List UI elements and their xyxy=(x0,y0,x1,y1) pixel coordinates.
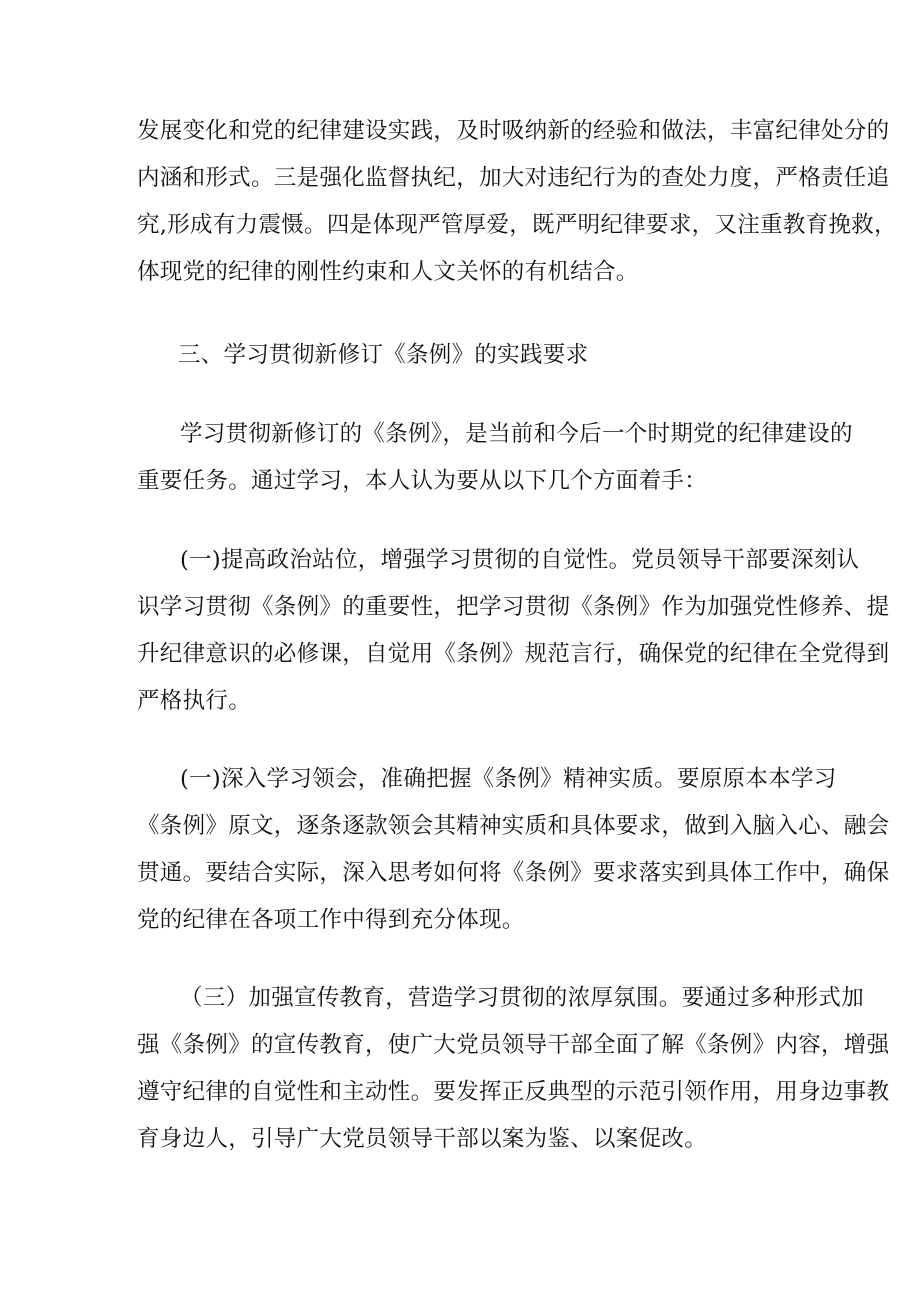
intro-paragraph-line: 内涵和形式。三是强化监督执纪，加大对违纪行为的查处力度，严格责任追 xyxy=(137,165,890,191)
item-1-line: 严格执行。 xyxy=(137,688,252,714)
item-2-line: 党的纪律在各项工作中得到充分体现。 xyxy=(137,907,525,933)
section-intro-line: 学习贯彻新修订的《条例》，是当前和今后一个时期党的纪律建设的 xyxy=(180,421,853,447)
item-3-line: （三）加强宣传教育，营造学习贯彻的浓厚氛围。要通过多种形式加 xyxy=(180,985,865,1011)
intro-paragraph-line: 究,形成有力震慑。四是体现严管厚爱，既严明纪律要求，又注重教育挽救， xyxy=(137,212,897,238)
item-1-line: 升纪律意识的必修课，自觉用《条例》规范言行，确保党的纪律在全党得到 xyxy=(137,641,890,667)
item-2-line: (一)深入学习领会，准确把握《条例》精神实质。要原原本本学习 xyxy=(180,766,837,792)
item-1-line: (一)提高政治站位，增强学习贯彻的自觉性。党员领导干部要深刻认 xyxy=(180,547,860,573)
section-heading: 三、学习贯彻新修订《条例》的实践要求 xyxy=(178,342,589,368)
item-3-line: 育身边人，引导广大党员领导干部以案为鉴、以案促改。 xyxy=(137,1126,708,1152)
item-3-line: 遵守纪律的自觉性和主动性。要发挥正反典型的示范引领作用，用身边事教 xyxy=(137,1079,890,1105)
item-1-line: 识学习贯彻《条例》的重要性，把学习贯彻《条例》作为加强党性修养、提 xyxy=(137,594,890,620)
item-3-line: 强《条例》的宣传教育，使广大党员领导干部全面了解《条例》内容，增强 xyxy=(137,1032,890,1058)
item-2-line: 《条例》原文，逐条逐款领会其精神实质和具体要求，做到入脑入心、融会 xyxy=(137,813,890,839)
item-2-line: 贯通。要结合实际，深入思考如何将《条例》要求落实到具体工作中，确保 xyxy=(137,860,890,886)
intro-paragraph-line: 体现党的纪律的刚性约束和人文关怀的有机结合。 xyxy=(137,259,639,285)
intro-paragraph-line: 发展变化和党的纪律建设实践，及时吸纳新的经验和做法，丰富纪律处分的 xyxy=(137,118,890,144)
section-intro-line: 重要任务。通过学习，本人认为要从以下几个方面着手： xyxy=(137,468,708,494)
